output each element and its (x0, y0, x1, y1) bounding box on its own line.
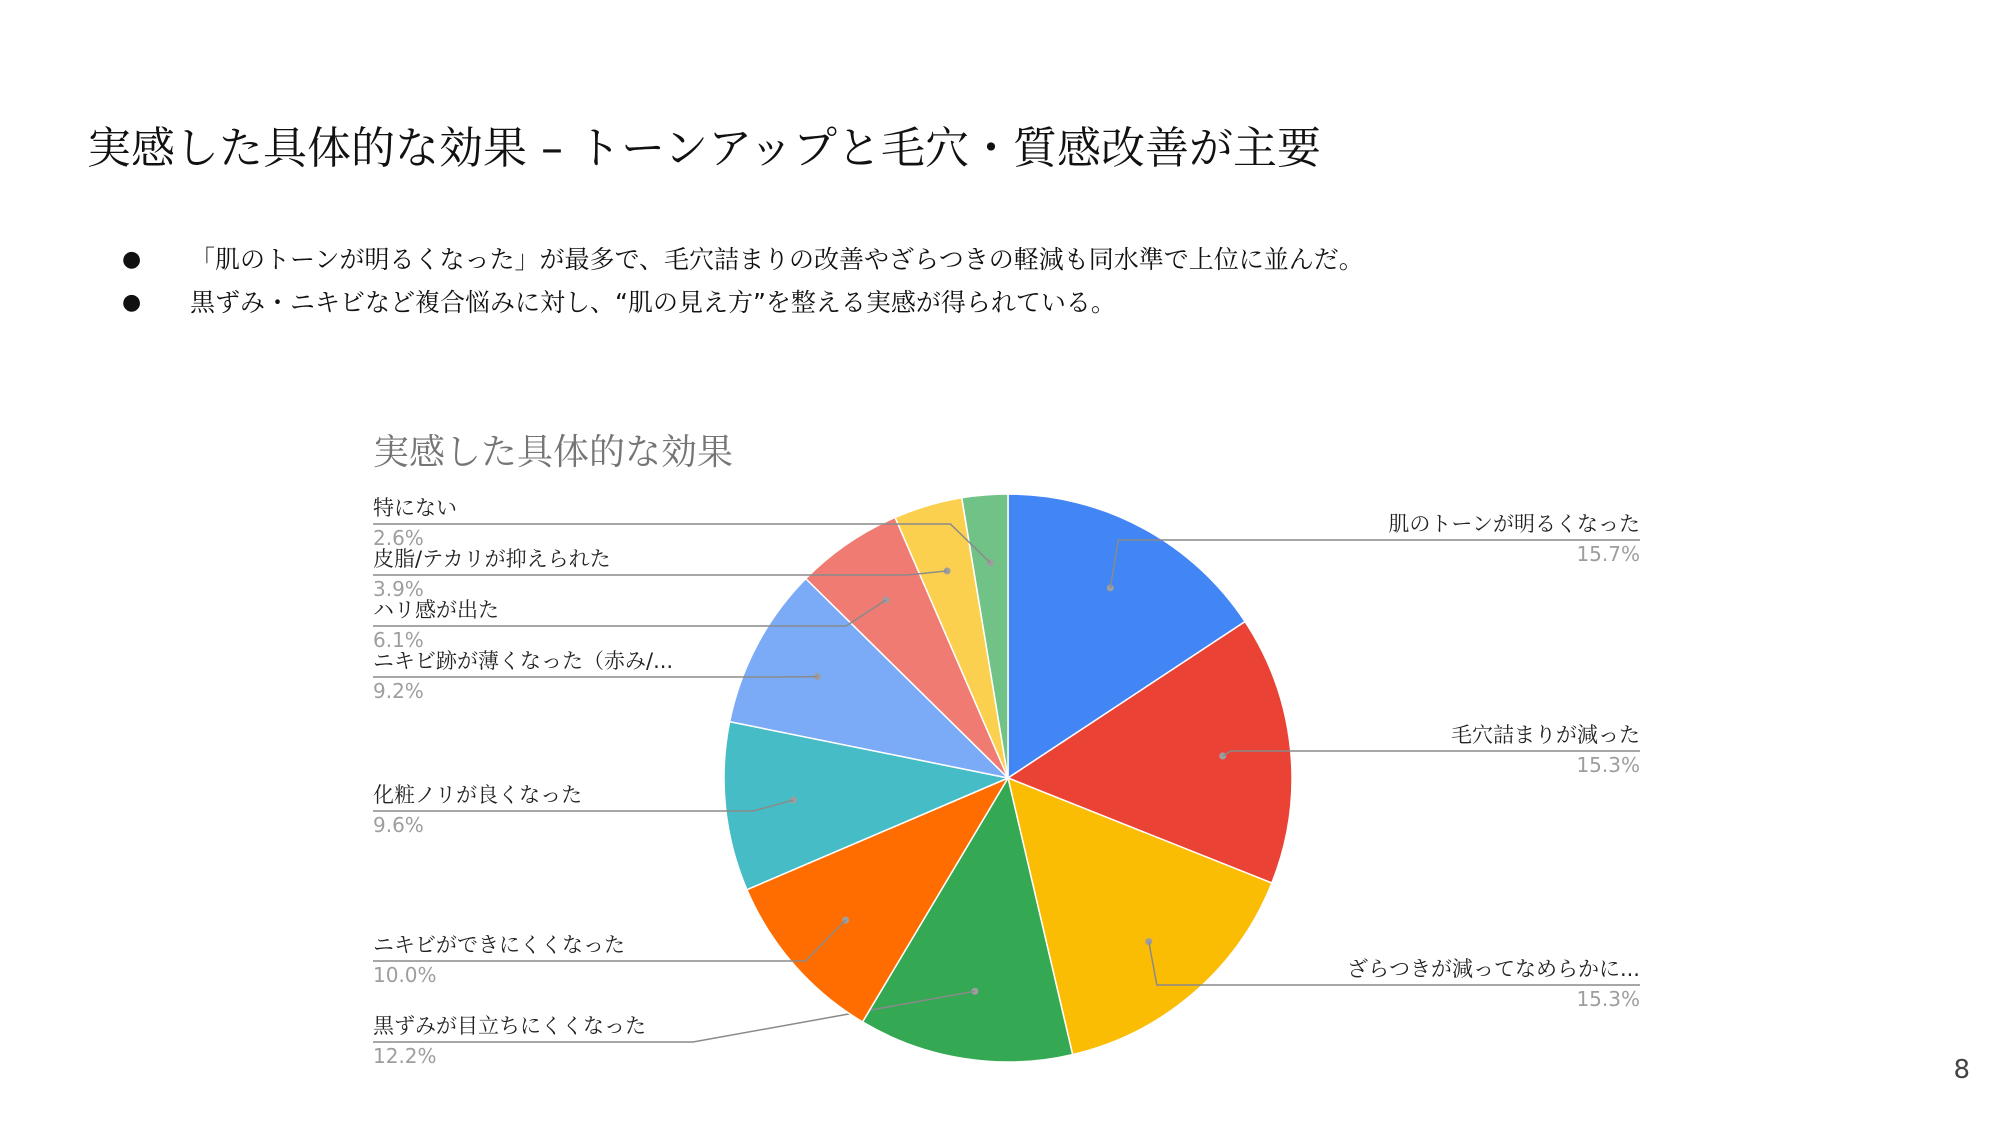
slice-label: ハリ感が出た (373, 598, 499, 622)
slice-percent-label: 9.6% (373, 813, 424, 837)
slice-percent-label: 15.3% (1576, 987, 1640, 1011)
slice-label: 毛穴詰まりが減った (1451, 723, 1640, 747)
bullet-text: 黒ずみ・ニキビなど複合悩みに対し、“肌の見え方”を整える実感が得られている。 (190, 288, 1116, 317)
slice-percent-label: 15.7% (1576, 542, 1640, 566)
bullet-text: 「肌のトーンが明るくなった」が最多で、毛穴詰まりの改善やざらつきの軽減も同水準で上位に並んだ。 (190, 245, 1364, 274)
slice-percent-label: 15.3% (1576, 753, 1640, 777)
slice-label: ざらつきが減ってなめらかに... (1347, 957, 1640, 981)
slice-label: 化粧ノリが良くなった (373, 783, 583, 807)
slice-percent-label: 3.9% (373, 577, 424, 601)
bullet-dot: ● (122, 247, 142, 272)
chart-title: 実感した具体的な効果 (373, 432, 734, 473)
slice-label: 肌のトーンが明るくなった (1388, 512, 1640, 536)
slice-label: 皮脂/テカリが抑えられた (373, 547, 611, 571)
slice-label: ニキビ跡が薄くなった（赤み/... (373, 649, 674, 673)
page-number: 8 (1953, 1055, 1970, 1085)
slice-label: ニキビができにくくなった (373, 933, 625, 957)
slice-label: 黒ずみが目立ちにくくなった (373, 1014, 646, 1038)
slide-title: 実感した具体的な効果 – トーンアップと毛穴・質感改善が主要 (87, 123, 1322, 174)
bullet-dot: ● (122, 290, 142, 315)
slice-percent-label: 2.6% (373, 526, 424, 550)
slice-percent-label: 6.1% (373, 628, 424, 652)
slice-percent-label: 10.0% (373, 963, 437, 987)
slice-percent-label: 12.2% (373, 1044, 437, 1068)
slice-label: 特にない (373, 496, 457, 520)
slice-percent-label: 9.2% (373, 679, 424, 703)
